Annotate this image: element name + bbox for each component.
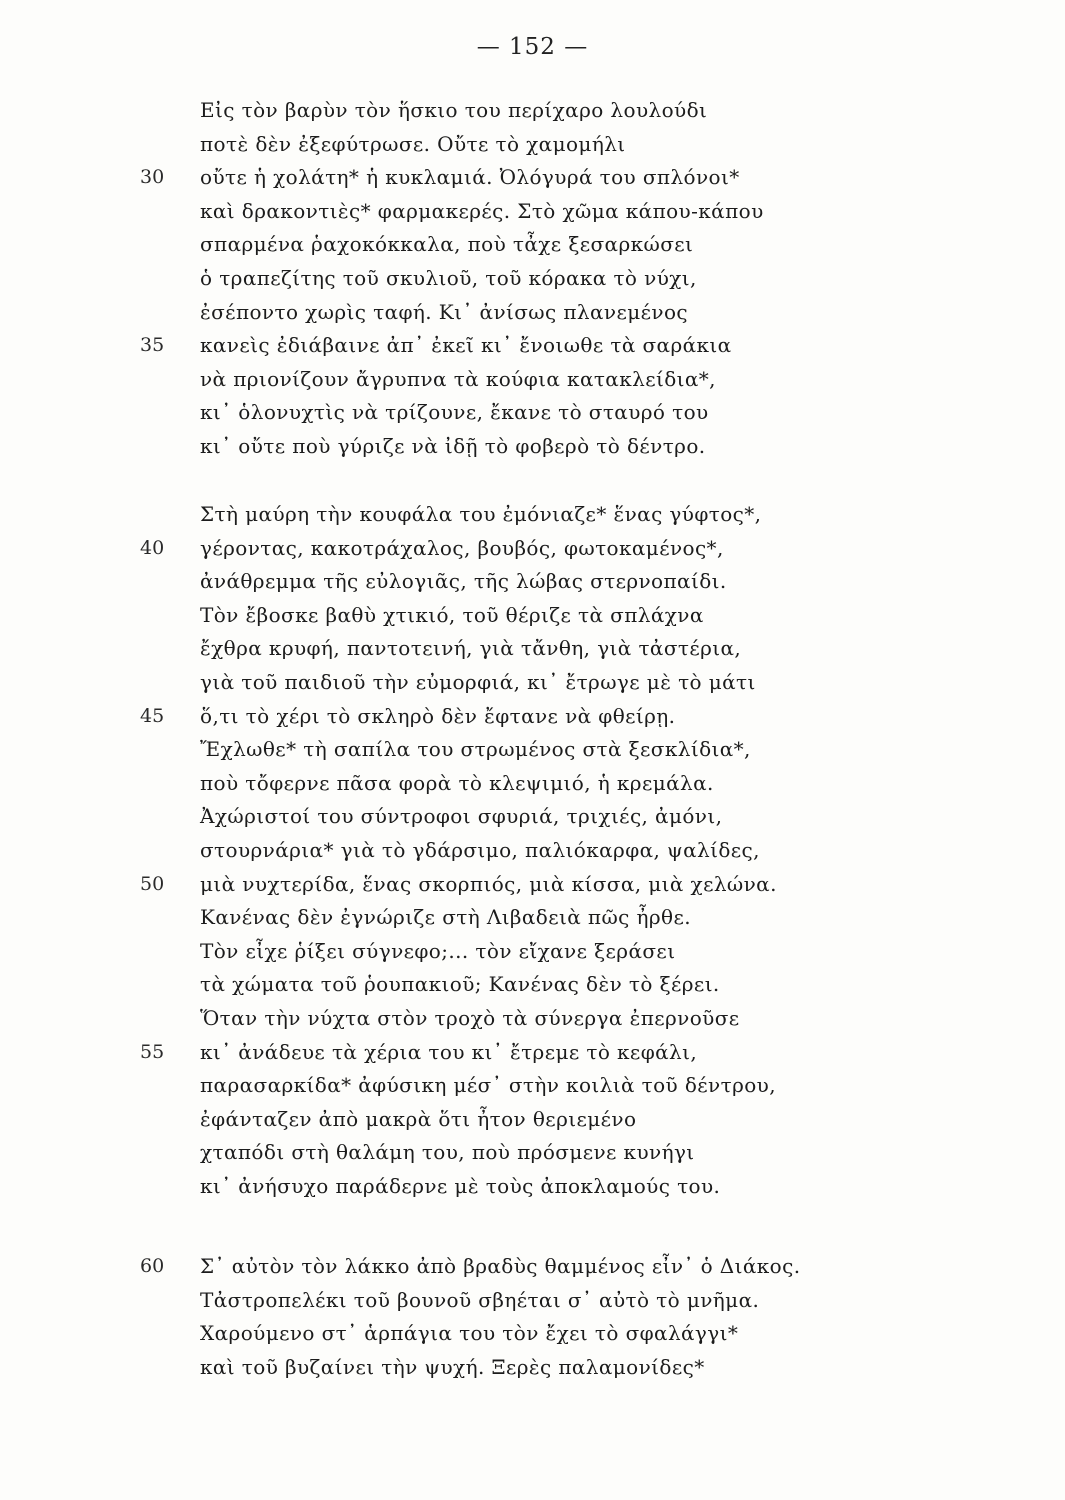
line-text: μιὰ νυχτερίδα, ἕνας σκορπιός, μιὰ κίσσα, μιὰ χελώνα. bbox=[200, 871, 777, 896]
poem-line bbox=[0, 1284, 1065, 1318]
line-number: 35 bbox=[140, 334, 165, 357]
poem-line bbox=[0, 767, 1065, 801]
poem-line bbox=[0, 599, 1065, 633]
line-text: ὁ τραπεζίτης τοῦ σκυλιοῦ, τοῦ κόρακα τὸ νύχι, bbox=[200, 265, 697, 290]
line-text: κι᾽ οὔτε ποὺ γύριζε νὰ ἰδῇ τὸ φοβερὸ τὸ δέντρο. bbox=[200, 433, 706, 458]
line-text: γέροντας, κακοτράχαλος, βουβός, φωτοκαμένος*, bbox=[200, 535, 724, 560]
poem-line bbox=[0, 565, 1065, 599]
line-number: 45 bbox=[140, 704, 165, 727]
line-text: κι᾽ ἀνάδευε τὰ χέρια του κι᾽ ἔτρεμε τὸ κεφάλι, bbox=[200, 1039, 698, 1064]
line-text: χταπόδι στὴ θαλάμη του, ποὺ πρόσμενε κυνήγι bbox=[200, 1140, 695, 1165]
line-text: καὶ δρακοντιὲς* φαρμακερές. Στὸ χῶμα κάπου-κάπου bbox=[200, 198, 764, 223]
line-number: 50 bbox=[140, 872, 165, 895]
line-text: ποτὲ δὲν ἐξεφύτρωσε. Οὔτε τὸ χαμομήλι bbox=[200, 131, 626, 156]
poem-line bbox=[0, 363, 1065, 397]
poem-line bbox=[0, 1136, 1065, 1170]
line-text: ἐσέποντο χωρὶς ταφή. Κι᾽ ἀνίσως πλανεμένος bbox=[200, 299, 688, 324]
poem-line bbox=[0, 161, 1065, 195]
poem-line bbox=[0, 834, 1065, 868]
line-text: στουρνάρια* γιὰ τὸ γδάρσιμο, παλιόκαρφα, ψαλίδες, bbox=[200, 837, 760, 862]
poem-line bbox=[0, 1351, 1065, 1385]
line-text: οὔτε ἡ χολάτη* ἡ κυκλαμιά. Ὀλόγυρά του σπλόνοι* bbox=[200, 165, 740, 190]
line-text: ἀνάθρεμμα τῆς εὐλογιᾶς, τῆς λώβας στερνοπαίδι. bbox=[200, 569, 727, 594]
poem-line bbox=[0, 430, 1065, 464]
poem-line bbox=[0, 1250, 1065, 1284]
line-number: 55 bbox=[140, 1040, 165, 1063]
line-text: Εἰς τὸν βαρὺν τὸν ἥσκιο του περίχαρο λουλούδι bbox=[200, 98, 708, 122]
poem-line bbox=[0, 868, 1065, 902]
line-text: σπαρμένα ῥαχοκόκκαλα, ποὺ τἆχε ξεσαρκώσει bbox=[200, 232, 694, 257]
line-text: Τὸν ἔβοσκε βαθὺ χτικιό, τοῦ θέριζε τὰ σπλάχνα bbox=[200, 602, 704, 627]
line-text: κι᾽ ὁλονυχτὶς νὰ τρίζουνε, ἔκανε τὸ σταυρό του bbox=[200, 400, 709, 425]
line-text: κι᾽ ἀνήσυχο παράδερνε μὲ τοὺς ἀποκλαμούς του. bbox=[200, 1173, 721, 1198]
page-number: — 152 — bbox=[476, 34, 589, 60]
poem-line bbox=[0, 532, 1065, 566]
poem-line bbox=[0, 396, 1065, 430]
line-number: 30 bbox=[140, 166, 165, 189]
line-text: Κανένας δὲν ἐγνώριζε στὴ Λιβαδειὰ πῶς ἦρθε. bbox=[200, 905, 692, 930]
line-number: 60 bbox=[140, 1255, 165, 1277]
line-text: κανεὶς ἐδιάβαινε ἀπ᾽ ἐκεῖ κι᾽ ἔνοιωθε τὰ σαράκια bbox=[200, 333, 732, 358]
poem-line bbox=[0, 128, 1065, 162]
poem-line bbox=[0, 700, 1065, 734]
line-text: ἔχθρα κρυφή, παντοτεινή, γιὰ τἄνθη, γιὰ τἀστέρια, bbox=[200, 636, 742, 661]
poem-line bbox=[0, 296, 1065, 330]
poem-line bbox=[0, 228, 1065, 262]
line-text: Τὸν εἶχε ῥίξει σύγνεφο;... τὸν εἴχανε ξεράσει bbox=[200, 938, 676, 963]
poem-line bbox=[0, 666, 1065, 700]
poem-line bbox=[0, 901, 1065, 935]
stanza bbox=[0, 94, 1065, 464]
line-text: Ὅταν τὴν νύχτα στὸν τροχὸ τὰ σύνεργα ἐπερνοῦσε bbox=[200, 1005, 740, 1030]
line-text: Χαρούμενο στ᾽ ἁρπάγια του τὸν ἔχει τὸ σφαλάγγι* bbox=[200, 1321, 739, 1346]
line-text: Στὴ μαύρη τὴν κουφάλα του ἐμόνιαζε* ἕνας γύφτος*, bbox=[200, 502, 762, 526]
line-text: Ἀχώριστοί του σύντροφοι σφυριά, τριχιές, ἀμόνι, bbox=[200, 804, 723, 829]
stanza bbox=[0, 1250, 1065, 1384]
line-text: ποὺ τὄφερνε πᾶσα φορὰ τὸ κλεψιμιό, ἡ κρεμάλα. bbox=[200, 770, 714, 795]
poem-line bbox=[0, 195, 1065, 229]
line-text: ἐφάνταζεν ἀπὸ μακρὰ ὅτι ἦτον θεριεμένο bbox=[200, 1106, 637, 1131]
line-text: παρασαρκίδα* ἀφύσικη μέσ᾽ στὴν κοιλιὰ τοῦ δέντρου, bbox=[200, 1073, 776, 1098]
poem-line bbox=[0, 1317, 1065, 1351]
line-text: καὶ τοῦ βυζαίνει τὴν ψυχή. Ξερὲς παλαμονίδες* bbox=[200, 1354, 705, 1379]
line-text: γιὰ τοῦ παιδιοῦ τὴν εὐμορφιά, κι᾽ ἔτρωγε μὲ τὸ μάτι bbox=[200, 669, 756, 694]
poem-line bbox=[0, 1002, 1065, 1036]
poem-line bbox=[0, 632, 1065, 666]
poem-line bbox=[0, 94, 1065, 128]
poem-line bbox=[0, 800, 1065, 834]
poem-line bbox=[0, 733, 1065, 767]
line-number: 40 bbox=[140, 536, 165, 559]
poem-line bbox=[0, 935, 1065, 969]
line-text: Τἀστροπελέκι τοῦ βουνοῦ σβηέται σ᾽ αὐτὸ τὸ μνῆμα. bbox=[200, 1287, 760, 1312]
line-text: ὅ,τι τὸ χέρι τὸ σκληρὸ δὲν ἔφτανε νὰ φθείρῃ. bbox=[200, 703, 676, 728]
line-text: Ἔχλωθε* τὴ σαπίλα του στρωμένος στὰ ξεσκλίδια*, bbox=[200, 737, 751, 762]
poem-line bbox=[0, 329, 1065, 363]
poem-line bbox=[0, 968, 1065, 1002]
poem-line bbox=[0, 262, 1065, 296]
poem-line bbox=[0, 1036, 1065, 1070]
line-text: τὰ χώματα τοῦ ῥουπακιοῦ; Κανένας δὲν τὸ ξέρει. bbox=[200, 972, 720, 997]
stanza bbox=[0, 498, 1065, 1203]
line-text: νὰ πριονίζουν ἄγρυπνα τὰ κούφια κατακλείδια*, bbox=[200, 366, 716, 391]
line-text: Σ᾽ αὐτὸν τὸν λάκκο ἀπὸ βραδὺς θαμμένος εἶν᾽ ὁ Διάκος. bbox=[200, 1254, 801, 1278]
poem-line bbox=[0, 498, 1065, 532]
poem-line bbox=[0, 1170, 1065, 1204]
poem-line bbox=[0, 1103, 1065, 1137]
poem-line bbox=[0, 1069, 1065, 1103]
